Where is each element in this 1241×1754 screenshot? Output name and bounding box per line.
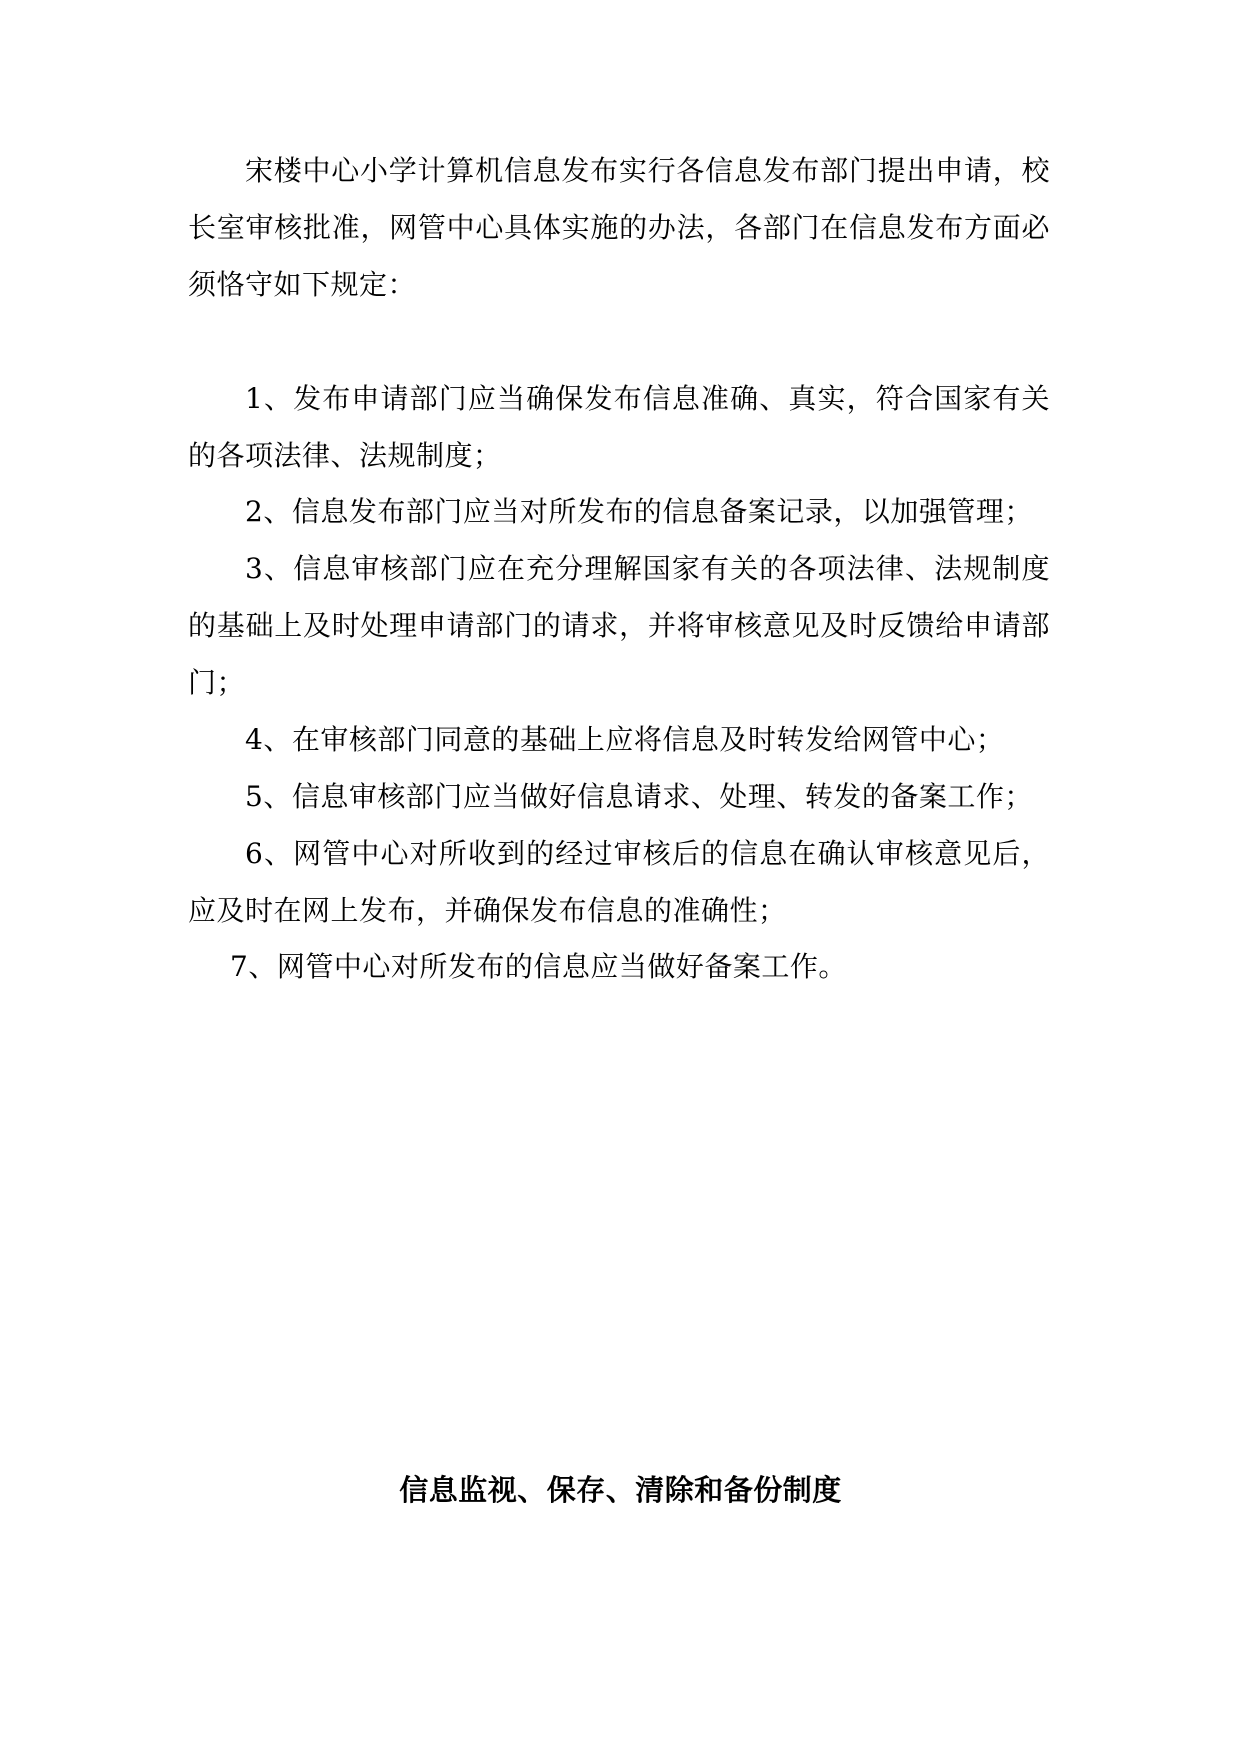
rule-item-6: 6、网管中心对所收到的经过审核后的信息在确认审核意见后，应及时在网上发布，并确保发布信息的准确性； <box>188 837 1050 927</box>
rule-item-4: 4、在审核部门同意的基础上应将信息及时转发给网管中心； <box>245 723 1005 756</box>
rule-item-1: 1、发布申请部门应当确保发布信息准确、真实，符合国家有关的各项法律、法规制度； <box>188 382 1050 472</box>
rule-item-5: 5、信息审核部门应当做好信息请求、处理、转发的备案工作； <box>245 780 1033 813</box>
rule-item-2: 2、信息发布部门应当对所发布的信息备案记录，以加强管理； <box>245 495 1033 528</box>
intro-paragraph: 宋楼中心小学计算机信息发布实行各信息发布部门提出申请，校长室审核批准，网管中心具体实施的办法，各部门在信息发布方面必须恪守如下规定： <box>188 154 1050 301</box>
rule-item-7: 7、网管中心对所发布的信息应当做好备案工作。 <box>230 950 847 983</box>
section-heading: 信息监视、保存、清除和备份制度 <box>399 1473 842 1507</box>
rule-item-3: 3、信息审核部门应在充分理解国家有关的各项法律、法规制度的基础上及时处理申请部门的请求，并将审核意见及时反馈给申请部门； <box>188 552 1050 699</box>
